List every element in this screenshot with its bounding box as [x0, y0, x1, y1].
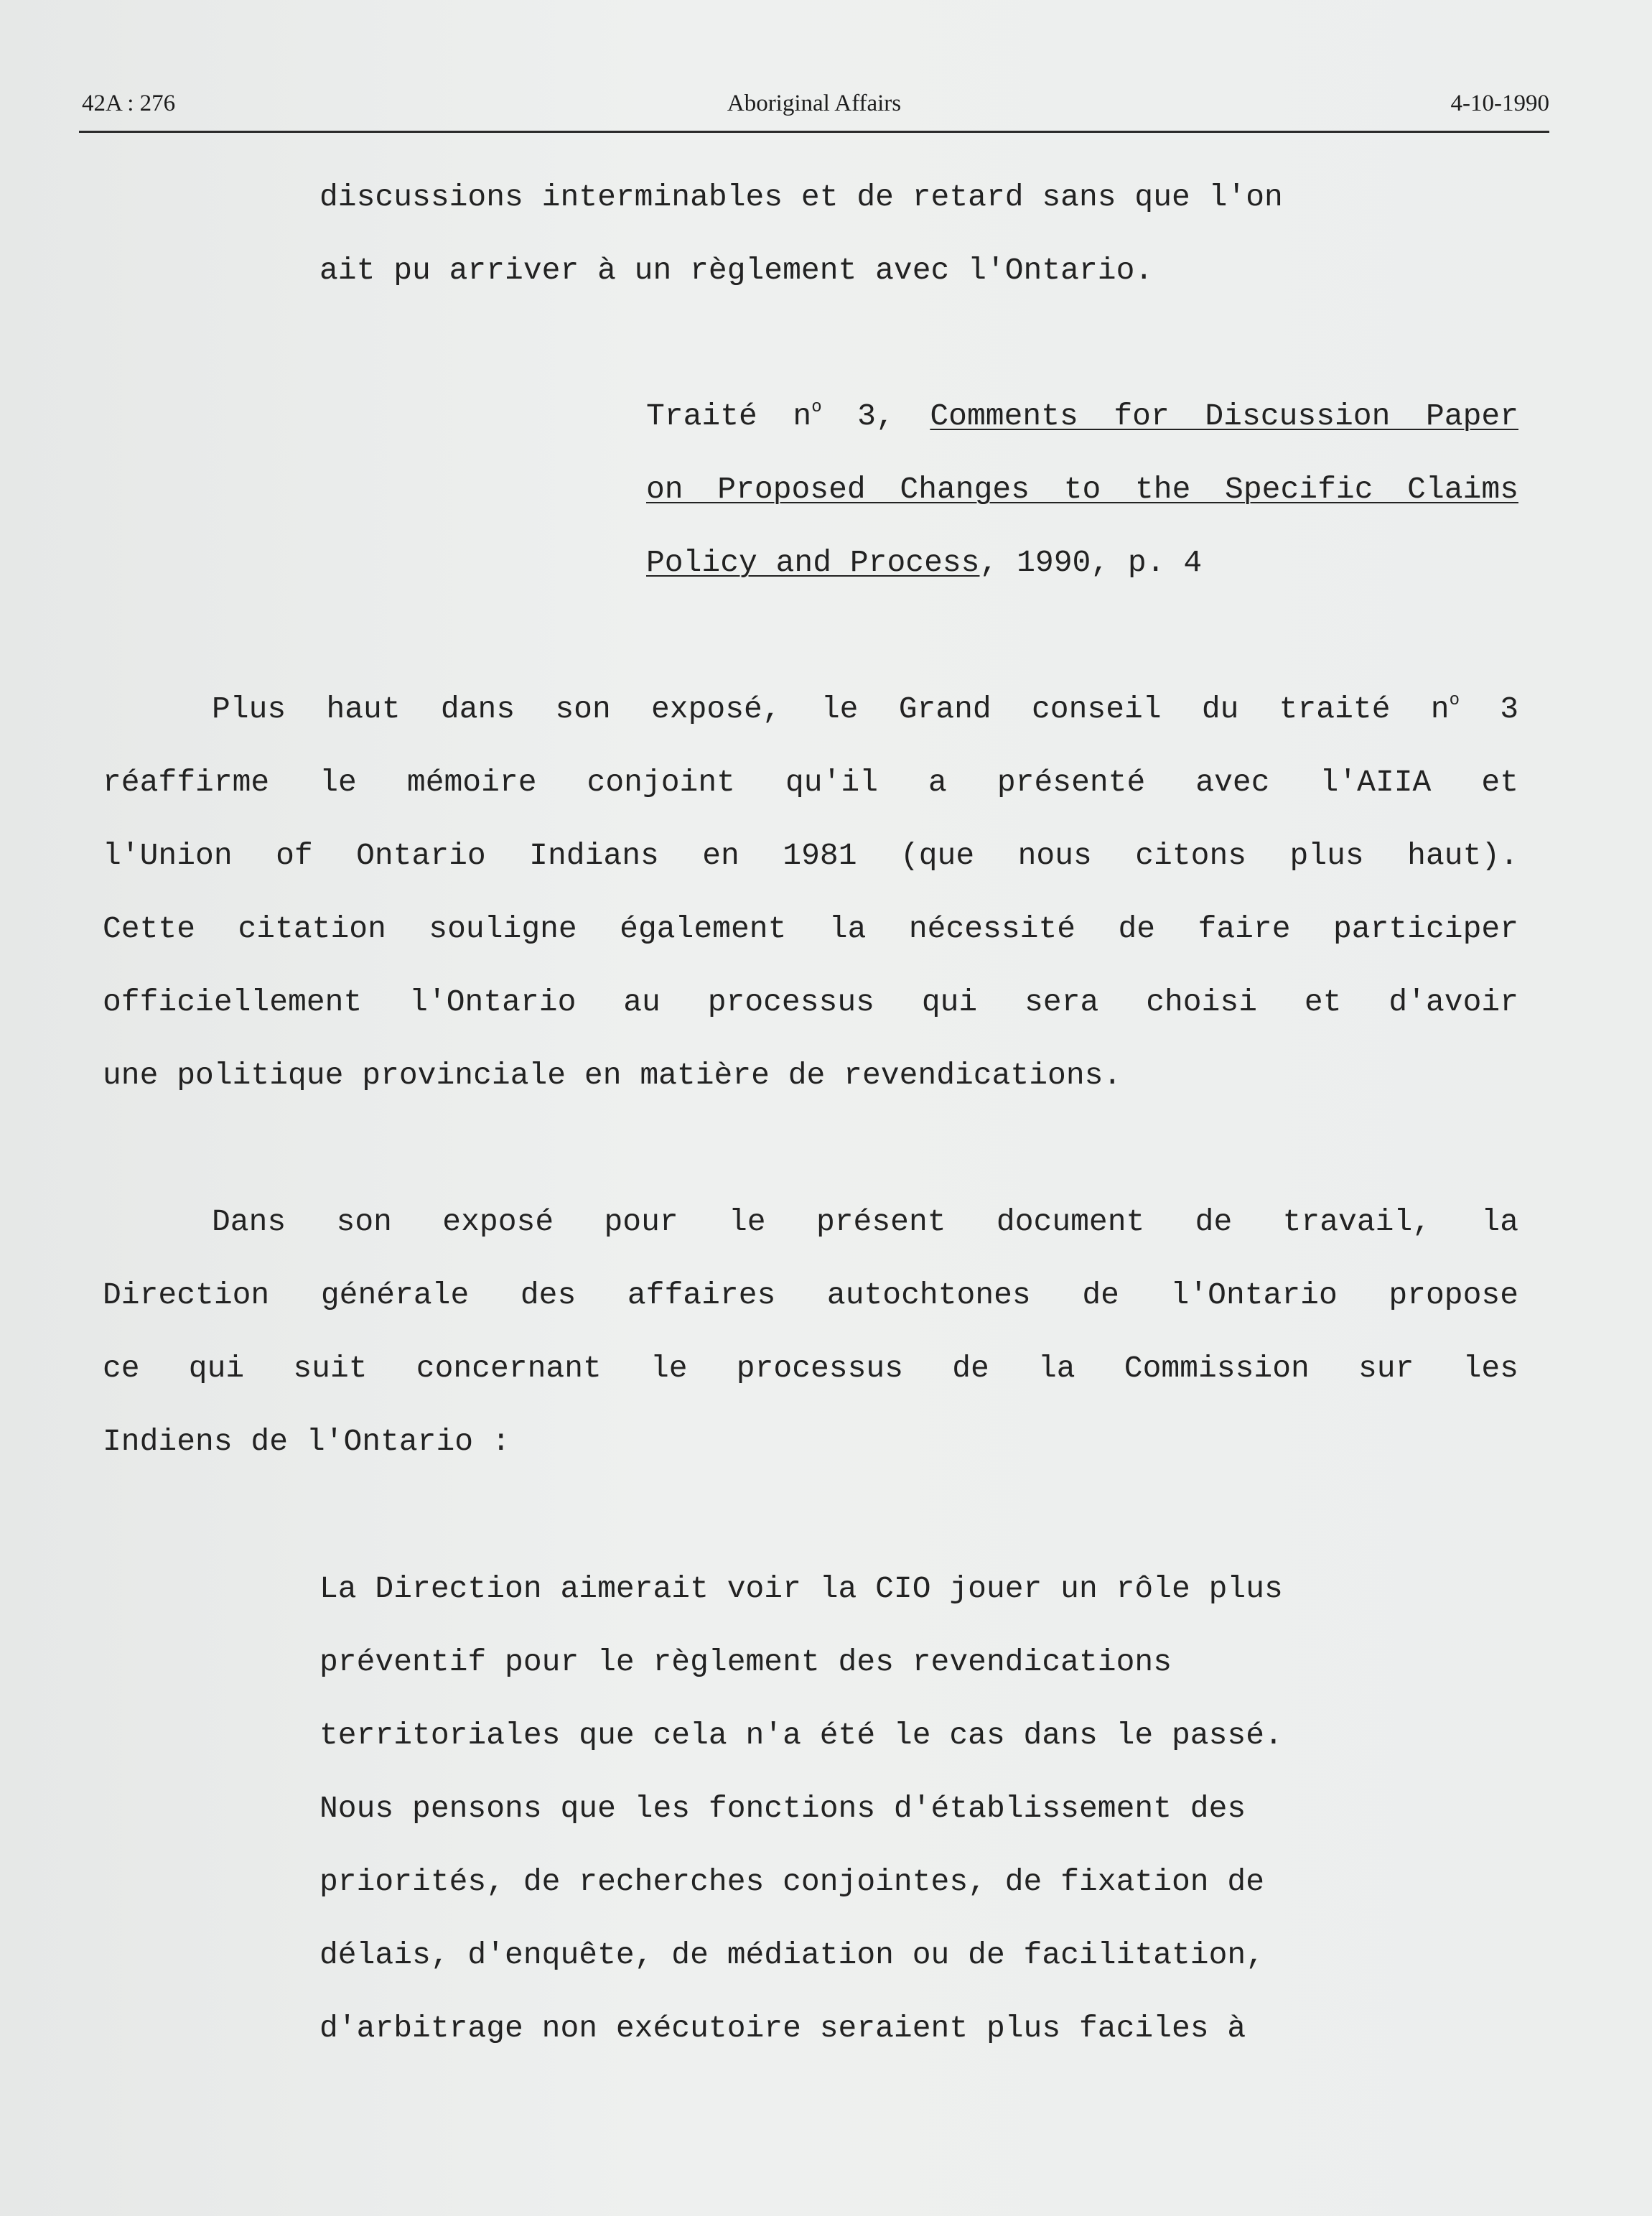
para1-line2: réaffirme le mémoire conjoint qu'il a présenté avec l'AIIA et: [103, 765, 1518, 800]
citation-line3: [646, 541, 1202, 585]
quote1-line2: ait pu arriver à un règlement avec l'Ontario.: [319, 253, 1154, 288]
citation-source-num: 3,: [821, 399, 930, 434]
quote2-line6: délais, d'enquête, de médiation ou de facilitation,: [319, 1937, 1265, 1973]
citation-source-sup: o: [811, 398, 822, 417]
section-title: Aboriginal Affairs: [727, 90, 902, 116]
para1-line1-sup: o: [1449, 691, 1460, 710]
para1-line1-b: 3: [1459, 692, 1519, 727]
para2-line2: Direction générale des affaires autochtones de l'Ontario propose: [103, 1277, 1518, 1313]
para1-line5: officiellement l'Ontario au processus qui sera choisi et d'avoir: [103, 984, 1518, 1020]
para1-line1-a: Plus haut dans son exposé, le Grand conseil du traité n: [212, 692, 1450, 727]
quote2-line2: préventif pour le règlement des revendications: [319, 1644, 1172, 1680]
para2-line1: Dans son exposé pour le présent document de travail, la: [212, 1204, 1518, 1239]
citation-tail: , 1990, p. 4: [979, 545, 1203, 580]
quote2-line4: Nous pensons que les fonctions d'établissement des: [319, 1791, 1246, 1826]
page-reference: 42A : 276: [82, 90, 176, 116]
quote1-line1: discussions interminables et de retard sans que l'on: [319, 180, 1283, 215]
quote2-line7: d'arbitrage non exécutoire seraient plus faciles à: [319, 2011, 1246, 2046]
citation-line1: [646, 395, 1518, 438]
citation-title-2: on Proposed Changes to the Specific Claims: [646, 472, 1518, 507]
quote2-line3: territoriales que cela n'a été le cas dans le passé.: [319, 1718, 1283, 1753]
running-header: [79, 88, 1549, 133]
para1-line4: Cette citation souligne également la nécessité de faire participer: [103, 911, 1518, 946]
quote2-line5: priorités, de recherches conjointes, de fixation de: [319, 1864, 1265, 1899]
para2-line3: ce qui suit concernant le processus de la Commission sur les: [103, 1351, 1518, 1386]
para2-line4: Indiens de l'Ontario :: [103, 1424, 510, 1459]
para1-line1: [212, 688, 1518, 731]
para1-line3: l'Union of Ontario Indians en 1981 (que nous citons plus haut).: [103, 838, 1518, 873]
citation-line2: [646, 468, 1518, 511]
para1-line6: une politique provinciale en matière de revendications.: [103, 1058, 1122, 1093]
citation-source: Traité n: [646, 399, 812, 434]
header-date: 4-10-1990: [1450, 90, 1549, 116]
quote2-line1: La Direction aimerait voir la CIO jouer un rôle plus: [319, 1571, 1283, 1606]
citation-title-3: Policy and Process: [646, 545, 980, 580]
citation-title-1: Comments for Discussion Paper: [930, 399, 1519, 434]
